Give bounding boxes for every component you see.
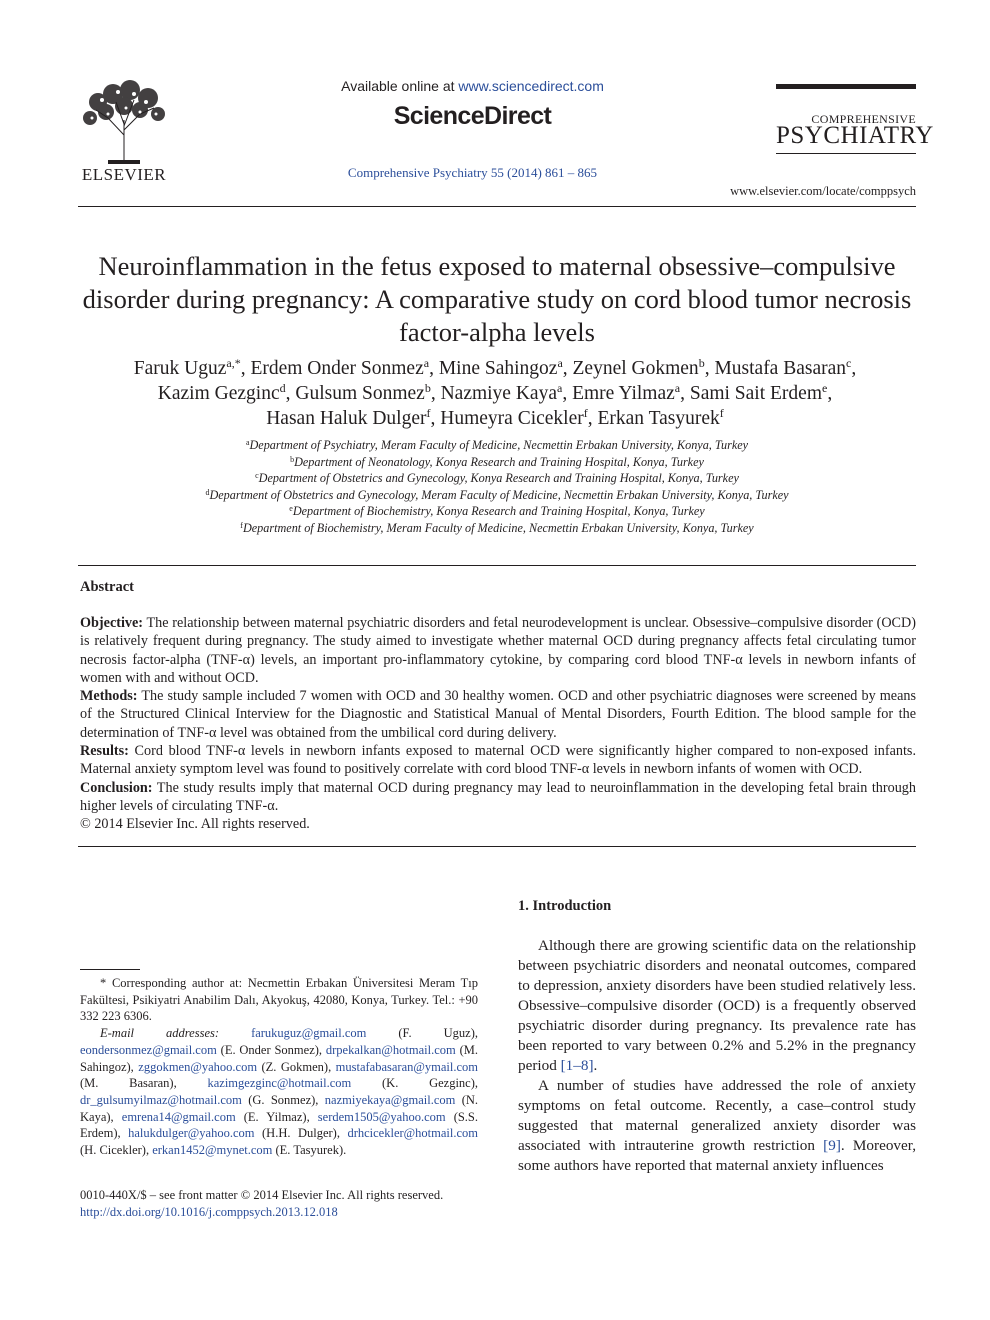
author-affiliation-marker[interactable]: d [279, 381, 286, 395]
author-affiliation-marker[interactable]: a [674, 381, 681, 395]
intro-text: Although there are growing scientific data on the relationship between psychiatric disorders and neonatal outcomes, compared to depression, anxiety disorders have been studied relatively less. Obsessive–compulsive disorder (OCD) is a frequently observed psychiatric disorder during pregnancy. Its prevalence rate has been reported to vary between 0.2% and 5.2% in the pregnancy period [518, 937, 916, 1074]
author-line [60, 381, 930, 406]
introduction-body [518, 936, 916, 1176]
journal-logo-main: PSYCHIATRY [776, 122, 934, 149]
author-line [60, 406, 930, 431]
email-owner: (N. Kaya), [80, 1092, 479, 1124]
affiliation-marker: d [205, 487, 210, 497]
abstract-text: The relationship between maternal psychiatric disorders and fetal neurodevelopment is unclear. Obsessive–compulsive disorder (OCD) is relatively frequent during pregnancy. The study aimed to investigate whether maternal OCD during pregnancy affects fetal circulating tumor necrosis factor-alpha (TNF-α) levels, an important pro-inflammatory cytokine, by comparing cord blood TNF-α levels in newborn infants of women with and without OCD. [80, 615, 916, 686]
email-link[interactable]: emrena14@gmail.com [121, 1109, 236, 1124]
affiliation-text: Department of Biochemistry, Konya Research and Training Hospital, Konya, Turkey [292, 504, 705, 518]
affiliation-list [78, 437, 916, 536]
footnotes [80, 975, 478, 1159]
author-name: Emre Yilmaz [572, 383, 675, 404]
author-separator: , [285, 383, 296, 404]
email-owner: (H. Cicekler), [80, 1143, 150, 1158]
author-line [60, 356, 930, 381]
author-separator: , [587, 408, 598, 429]
journal-logo-underline [776, 153, 916, 154]
footnote-rule [80, 969, 140, 970]
author-affiliation-marker[interactable]: f [719, 406, 724, 420]
email-owner: (H.H. Dulger), [254, 1126, 340, 1141]
affiliation [78, 454, 916, 471]
email-owner: (G. Sonmez), [241, 1092, 319, 1107]
affiliation [78, 470, 916, 487]
journal-logo-rule [776, 84, 916, 89]
affiliation-text: Department of Psychiatry, Meram Faculty of Medicine, Necmettin Erbakan University, Konya, Turkey [249, 438, 749, 452]
email-link[interactable]: halukdulger@yahoo.com [128, 1126, 255, 1141]
available-online-label: Available online at [341, 78, 459, 94]
author-separator: , [704, 358, 715, 379]
abstract-bottom-rule [78, 846, 916, 847]
intro-paragraph [518, 1076, 916, 1176]
abstract-label: Methods: [80, 688, 138, 705]
affiliation-marker: e [289, 504, 293, 513]
author-affiliation-marker[interactable]: b [698, 356, 705, 370]
abstract-label: Conclusion: [80, 779, 153, 796]
abstract-results [80, 742, 916, 779]
author-name: Kazim Gezginc [157, 383, 280, 404]
email-link[interactable]: eondersonmez@gmail.com [80, 1042, 217, 1057]
affiliation-marker: f [240, 520, 243, 530]
affiliation-marker: a [245, 438, 250, 447]
affiliation-text: Department of Neonatology, Konya Research and Training Hospital, Konya, Turkey [294, 454, 704, 469]
author-separator: , [680, 383, 690, 404]
abstract-text: The study results imply that maternal OCD during pregnancy may lead to neuroinflammation in the developing fetal brain through higher levels of circulating TNF-α. [80, 779, 916, 814]
affiliation-text: Department of Biochemistry, Meram Faculty of Medicine, Necmettin Erbakan University, Konya, Turkey [242, 520, 754, 535]
abstract-text: The study sample included 7 women with OCD and 30 healthy women. OCD and other psychiatric diagnoses were screened by means of the Structured Clinical Interview for the Diagnostic and Statistical Manual of Mental Disorders, Fourth Edition. The blood sample for the determination of TNF-α level was obtained from the umbilical cord during delivery. [80, 688, 916, 741]
email-link[interactable]: dr_gulsumyilmaz@hotmail.com [80, 1092, 242, 1107]
author-affiliation-marker[interactable]: f [426, 406, 431, 420]
elsevier-wordmark: ELSEVIER [81, 165, 167, 184]
introduction-heading: 1. Introduction [518, 898, 612, 914]
author-name: Gulsum Sonmez [295, 383, 425, 404]
email-owner: (M. Sahingoz), [80, 1042, 478, 1074]
author-separator: , [430, 383, 441, 404]
affiliation-marker: b [290, 454, 295, 464]
affiliation [78, 520, 916, 537]
author-separator: , [429, 358, 439, 379]
journal-homepage-url[interactable]: www.elsevier.com/locate/comppsych [730, 184, 916, 198]
intro-text: . Moreover, some authors have reported that maternal anxiety influences [518, 1137, 916, 1174]
abstract-text: Cord blood TNF-α levels in newborn infants exposed to maternal OCD were significantly higher compared to non-exposed infants. Maternal anxiety symptom level was found to positively correlate with cord blood TNF-α levels in newborn infants of women with OCD. [80, 743, 916, 778]
author-name: Nazmiye Kaya [440, 383, 557, 404]
intro-text: A number of studies have addressed the role of anxiety symptoms on fetal outcome. Recently, a case–control study suggested that maternal generalized anxiety disorder was associated with intrauterine growth restriction [518, 1077, 916, 1154]
author-name: Faruk Uguz [133, 358, 227, 379]
sciencedirect-wordmark: ScienceDirect [393, 102, 552, 130]
reference-link[interactable]: [9] [823, 1137, 841, 1154]
email-owner: (S.S. Erdem), [80, 1109, 479, 1141]
email-label: E-mail addresses: [100, 1026, 220, 1041]
email-link[interactable]: kazimgezginc@hotmail.com [207, 1076, 352, 1091]
affiliation [78, 503, 916, 520]
abstract-heading: Abstract [80, 579, 134, 595]
intro-text: . [593, 1057, 598, 1074]
affiliation [78, 437, 916, 454]
email-owner: (F. Uguz), [366, 1026, 478, 1041]
header-divider [78, 206, 916, 207]
front-matter [80, 1187, 478, 1220]
email-owner: (Z. Gokmen), [257, 1059, 332, 1074]
affiliation-marker: c [255, 471, 259, 480]
author-separator: , [851, 358, 857, 379]
email-owner: (M. Basaran), [80, 1076, 177, 1091]
author-name: Mustafa Basaran [714, 358, 847, 379]
intro-paragraph [518, 936, 916, 1076]
email-link[interactable]: mustafabasaran@ymail.com [335, 1059, 479, 1074]
email-link[interactable]: nazmiyekaya@gmail.com [324, 1092, 456, 1107]
journal-citation-link[interactable]: Comprehensive Psychiatry 55 (2014) 861 – 865 [347, 165, 598, 180]
issn-line: 0010-440X/$ – see front matter © 2014 Elsevier Inc. All rights reserved. [80, 1188, 444, 1202]
author-name: Erkan Tasyurek [597, 408, 720, 429]
email-owner: (K. Gezginc), [351, 1076, 479, 1091]
abstract-methods [80, 687, 916, 742]
author-name: Sami Sait Erdem [689, 383, 822, 404]
affiliation [78, 487, 916, 504]
author-affiliation-marker[interactable]: b [424, 381, 431, 395]
email-link[interactable]: erkan1452@mynet.com [152, 1143, 273, 1158]
email-owner: (E. Tasyurek). [272, 1143, 347, 1158]
article-title: Neuroinflammation in the fetus exposed to maternal obsessive–compulsive disorder during pregnancy: A comparative study on cord blood tumor necrosis factor-alpha levels [82, 251, 912, 347]
affiliation-text: Department of Obstetrics and Gynecology, Meram Faculty of Medicine, Necmettin Erbakan University, Konya, Turkey [209, 487, 789, 502]
author-separator: , [562, 383, 573, 404]
email-owner: (E. Onder Sonmez), [216, 1042, 323, 1057]
author-name: Zeynel Gokmen [572, 358, 699, 379]
email-link[interactable]: farukuguz@gmail.com [251, 1026, 367, 1041]
abstract-objective [80, 614, 916, 687]
email-link[interactable]: drpekalkan@hotmail.com [325, 1042, 456, 1057]
author-name: Erdem Onder Sonmez [250, 358, 424, 379]
journal-logo-top: COMPREHENSIVE [811, 112, 916, 126]
affiliation-text: Department of Obstetrics and Gynecology, Konya Research and Training Hospital, Konya, Turkey [258, 471, 739, 485]
doi-link[interactable]: http://dx.doi.org/10.1016/j.comppsych.2013.12.018 [80, 1204, 338, 1219]
author-affiliation-marker[interactable]: f [583, 406, 588, 420]
reference-link[interactable]: [1–8] [560, 1057, 594, 1074]
corresponding-author-note: * Corresponding author at: Necmettin Erbakan Üniversitesi Meram Tıp Fakültesi, Psikiyatri Anabilim Dalı, Akyokuş, 42080, Konya, Turkey. Tel.: +90 332 223 6306. [80, 976, 478, 1024]
abstract-copyright: © 2014 Elsevier Inc. All rights reserved. [80, 816, 310, 833]
author-affiliation-marker[interactable]: a [556, 381, 563, 395]
sciencedirect-link[interactable]: www.sciencedirect.com [458, 78, 604, 94]
author-separator: , [562, 358, 573, 379]
author-separator: , [430, 408, 441, 429]
email-link[interactable]: serdem1505@yahoo.com [317, 1109, 446, 1124]
author-affiliation-marker[interactable]: a,* [226, 356, 241, 370]
author-affiliation-marker[interactable]: e [822, 381, 828, 395]
author-separator: , [827, 383, 833, 404]
author-affiliation-marker[interactable]: c [846, 356, 852, 370]
author-separator: , [240, 358, 251, 379]
author-affiliation-marker[interactable]: a [557, 356, 563, 370]
author-affiliation-marker[interactable]: a [423, 356, 430, 370]
email-addresses [80, 1025, 478, 1159]
abstract-label: Results: [80, 743, 129, 760]
email-owner: (E. Yilmaz), [235, 1109, 310, 1124]
abstract-conclusion [80, 779, 916, 816]
abstract-top-rule [78, 565, 916, 566]
available-online [300, 78, 645, 94]
email-link[interactable]: zggokmen@yahoo.com [138, 1059, 258, 1074]
email-link[interactable]: drhcicekler@hotmail.com [347, 1126, 478, 1141]
abstract-label: Objective: [80, 615, 144, 631]
abstract-body [80, 614, 916, 834]
author-name: Mine Sahingoz [438, 358, 558, 379]
author-name: Hasan Haluk Dulger [266, 408, 427, 429]
author-name: Humeyra Cicekler [440, 408, 584, 429]
